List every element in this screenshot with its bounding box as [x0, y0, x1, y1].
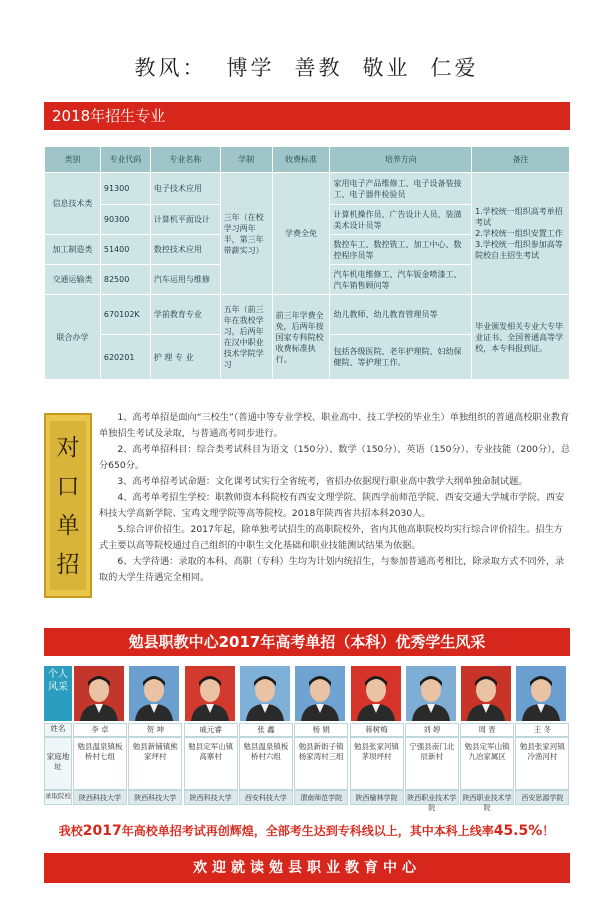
portrait-icon: [185, 666, 235, 721]
tab-char: 单: [56, 513, 80, 539]
result-year: 2017: [82, 823, 122, 839]
cell-code: 91300: [100, 173, 150, 205]
student-photo: [461, 666, 511, 721]
majors-table: [44, 146, 570, 380]
portrait-icon: [461, 666, 511, 721]
cell-direction: 汽车机电维修工、汽车钣金喷漆工、汽车销售顾问等: [330, 265, 472, 295]
student-photo: [240, 666, 290, 721]
cell-note: 1.学校统一组织高考单招考试 2.学校统一组织安置工作 3.学校统一组织参加高等院校自主招生考试: [472, 173, 570, 295]
student-nm: 周 晋: [460, 723, 514, 737]
cell-major: 电子技术应用: [150, 173, 220, 205]
portrait-icon: [406, 666, 456, 721]
motto-word: 善教: [294, 56, 343, 80]
table-header: 专业名称: [150, 147, 220, 173]
student-photo: [516, 666, 566, 721]
tab-char: 对: [56, 435, 80, 461]
student-addr: 勉县新铺镇熊家坪村: [128, 737, 182, 790]
cell-major: 学前教育专业: [150, 295, 220, 335]
cell-direction: 计算机操作员、广告设计人员、装潢美术设计员等: [330, 205, 472, 235]
student-school: 西安思源学院: [515, 790, 569, 805]
cell-direction: 家用电子产品维修工、电子设备装接工、电子器件检验员: [330, 173, 472, 205]
tab-text: [46, 429, 90, 585]
student-nm: 蒋树梅: [350, 723, 404, 737]
special-admission-tab: [44, 413, 92, 598]
student-addr: 勉县定军山镇高寨村: [184, 737, 238, 790]
row-label-addr: 家庭地址: [44, 737, 72, 790]
cell-code: 51400: [100, 235, 150, 265]
cell-category: 联合办学: [45, 295, 101, 380]
student-photo: [406, 666, 456, 721]
cell-code: 90300: [100, 205, 150, 235]
student-school: 陕西科技大学: [73, 790, 127, 805]
student-school: 陕西职业技术学院: [460, 790, 514, 805]
row-label-school: 录取院校: [44, 790, 72, 805]
cell-category: 加工制造类: [45, 235, 101, 265]
cell-direction: 数控车工、数控铣工、加工中心、数控程序员等: [330, 235, 472, 265]
cell-category: 信息技术类: [45, 173, 101, 235]
student-addr: 勉县温泉镇板桥村六组: [239, 737, 293, 790]
paragraph: 5.综合评价招生。2017年起，除单独考试招生的高职院校外，省内其他高职院校均实行综合评价招生。招生方式主要以高等院校通过自己组织的中职生文化基础和职业技能测试结果为依据。: [99, 524, 563, 551]
student-photo: [129, 666, 179, 721]
student-addr: 宁强县南门北辰新村: [405, 737, 459, 790]
student-photo: [351, 666, 401, 721]
result-prefix: 我校: [58, 824, 83, 838]
portrait-icon: [74, 666, 124, 721]
result-rate: 45.5%: [493, 823, 543, 839]
student-addr: 勉县新街子镇杨家湾村三组: [294, 737, 348, 790]
paragraph: 6、大学待遇：录取的本科、高职（专科）生均为计划内统招生，与参加普通高考相比，除录取方式不同外，录取的大学生待遇完全相同。: [99, 556, 565, 583]
paragraph: 1、高考单招是面向“三校生”（普通中等专业学校、职业高中、技工学校的毕业生）单独组织的普通高校职业教育单独招生考试及录取，与普通高考同步进行。: [99, 412, 570, 439]
motto-word: 敬业: [362, 56, 411, 80]
student-nm: 戚元睿: [184, 723, 238, 737]
result-middle: 年高校单招考试再创辉煌，全部考生达到专科线以上，其中本科上线率: [121, 824, 494, 838]
student-school: 西安科技大学: [239, 790, 293, 805]
table-row: [45, 173, 570, 205]
student-nm: 王 冬: [515, 723, 569, 737]
table-header: 备注: [472, 147, 570, 173]
student-addr: 勉县张家河镇茅坝坪村: [350, 737, 404, 790]
student-school: 陕西科技大学: [184, 790, 238, 805]
portrait-icon: [129, 666, 179, 721]
student-nm: 杨 娟: [294, 723, 348, 737]
cell-category: 交通运输类: [45, 265, 101, 295]
cell-xuezhi: 五年（前三年在我校学习，后两年在汉中职业技术学院学习: [220, 295, 272, 380]
portrait-icon: [240, 666, 290, 721]
table-header-row: [45, 147, 570, 173]
student-photo: [295, 666, 345, 721]
portrait-icon: [295, 666, 345, 721]
table-header: 专业代码: [100, 147, 150, 173]
cell-xuezhi: 三年（在校学习两年半，第三年带薪实习）: [220, 173, 272, 295]
cell-code: 620201: [100, 335, 150, 380]
cell-major: 护 理 专 业: [150, 335, 220, 380]
student-school: 渭南师范学院: [294, 790, 348, 805]
result-suffix: ！: [542, 824, 555, 838]
student-addr: 勉县定军山镇九冶家属区: [460, 737, 514, 790]
label-head: 个人风采: [44, 666, 72, 721]
student-school: 陕西职业技术学院: [405, 790, 459, 805]
portrait-icon: [516, 666, 566, 721]
cell-code: 670102K: [100, 295, 150, 335]
motto: [0, 52, 613, 82]
student-school: 陕西榆林学院: [350, 790, 404, 805]
tab-char: 招: [56, 552, 80, 578]
student-addr: 勉县张家河镇冷渔河村: [515, 737, 569, 790]
student-school: 陕西科技大学: [128, 790, 182, 805]
cell-major: 汽车运用与维修: [150, 265, 220, 295]
cell-note: 毕业颁发相关专业大专毕业证书、全国普通高等学校，本专科报到证。: [472, 295, 570, 380]
paragraph: 3、高考单招考试命题：文化课考试实行全省统考，省招办依据现行职业高中教学大纲单独命制试题。: [117, 476, 528, 487]
cell-fee: 学费全免: [272, 173, 330, 295]
student-nm: 刘 婷: [405, 723, 459, 737]
motto-prefix: 教风：: [134, 56, 207, 80]
motto-word: 博学: [226, 56, 275, 80]
table-header: 收费标准: [272, 147, 330, 173]
row-label-name: 姓名: [44, 723, 72, 737]
motto-word: 仁爱: [430, 56, 479, 80]
cell-fee: 前三年学费全免，后两年按国家专科院校收费标准执行。: [272, 295, 330, 380]
tab-char: 口: [56, 474, 80, 500]
student-nm: 张 鑫: [239, 723, 293, 737]
paragraph: 2、高考单招科目：综合类考试科目为语文（150分）、数学（150分）、英语（150分）、专业技能（200分），总分650分。: [99, 444, 571, 471]
student-addr: 勉县温泉镇板桥村七组: [73, 737, 127, 790]
cell-major: 数控技术应用: [150, 235, 220, 265]
cell-direction: 幼儿教师、幼儿教育管理员等: [330, 295, 472, 335]
cell-direction: 包括各级医院、老年护理院、妇幼保健院、等护理工作。: [330, 335, 472, 380]
result-statement: [0, 822, 613, 839]
student-photo: [74, 666, 124, 721]
table-header: 类别: [45, 147, 101, 173]
paragraph: 4、高考单考招生学校：职教师资本科院校有西安文理学院、陕西学前师范学院、西安交通大学城市学院、西安科技大学高新学院、宝鸡文理学院等高等院校。2018年陕西省共招本科2030人。: [99, 492, 565, 519]
student-photo: [185, 666, 235, 721]
special-admission-text: [99, 410, 572, 586]
student-nm: 贺 坤: [128, 723, 182, 737]
table-header: 学制: [220, 147, 272, 173]
student-nm: 李 卓: [73, 723, 127, 737]
section-title-2018: 2018年招生专业: [44, 102, 570, 130]
showcase-title: 勉县职教中心2017年高考单招（本科）优秀学生风采: [44, 628, 570, 656]
table-row: [45, 295, 570, 335]
portrait-icon: [351, 666, 401, 721]
cell-code: 82500: [100, 265, 150, 295]
table-header: 培养方向: [330, 147, 472, 173]
student-showcase: [44, 666, 570, 812]
cell-major: 计算机平面设计: [150, 205, 220, 235]
welcome-banner: 欢迎就读勉县职业教育中心: [44, 853, 570, 883]
